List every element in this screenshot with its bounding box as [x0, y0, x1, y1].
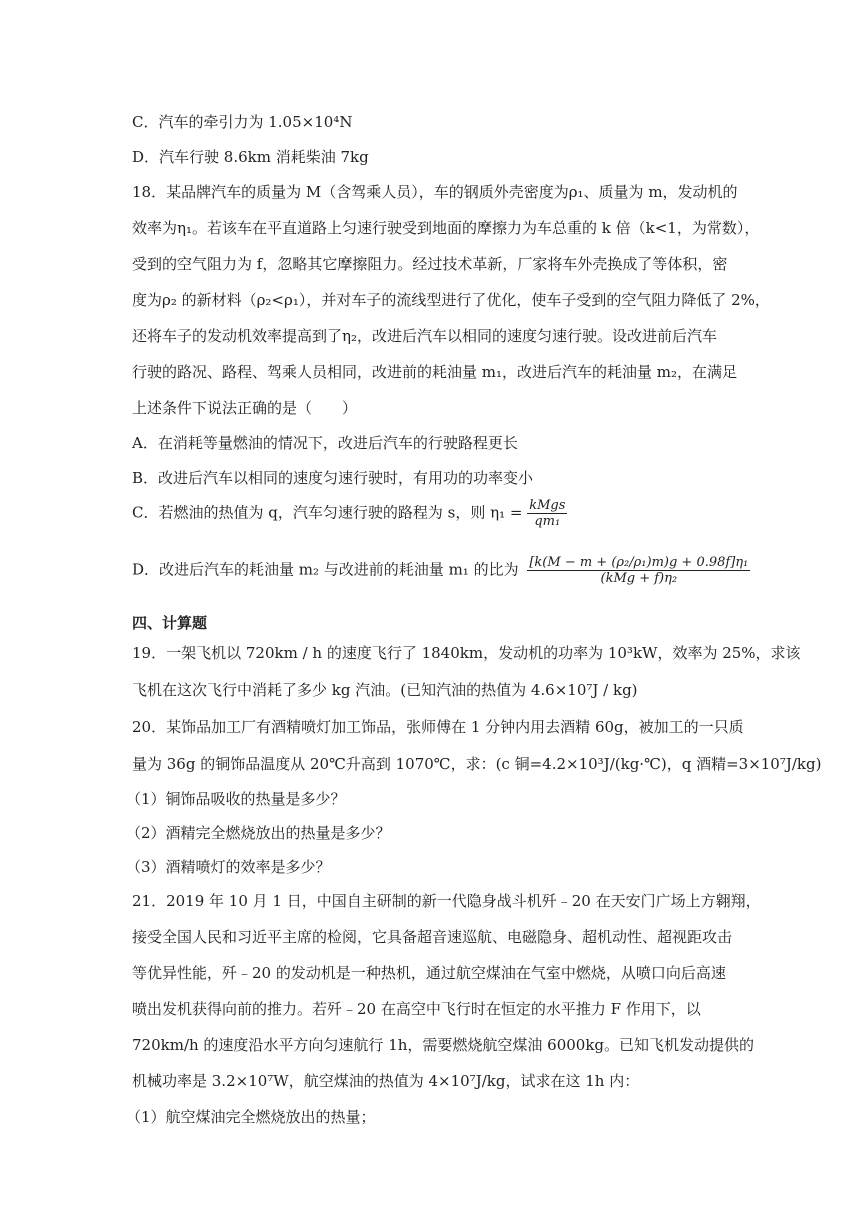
option-d-18-fraction: [527, 555, 750, 586]
fraction-denominator: (kMg + f)η₂: [527, 570, 750, 586]
question-21-line-4: 喷出发机获得向前的推力。若歼﹣20 在高空中飞行时在恒定的水平推力 F 作用下，以: [132, 1000, 701, 1018]
option-d-17: D．汽车行驶 8.6km 消耗柴油 7kg: [132, 148, 369, 166]
option-c-17: C．汽车的牵引力为 1.05×10⁴N: [132, 113, 353, 131]
question-18-line-3: 受到的空气阻力为 f，忽略其它摩擦阻力。经过技术革新，厂家将车外壳换成了等体积，密: [132, 255, 728, 273]
question-20-line-2: 量为 36g 的铜饰品温度从 20℃升高到 1070℃，求：(c 铜=4.2×10³J/(kg·℃)，q 酒精=3×10⁷J/kg): [132, 755, 822, 773]
question-20-sub-2: （2）酒精完全燃烧放出的热量是多少？: [126, 824, 391, 842]
fraction-numerator: [k(M − m + (ρ₂/ρ₁)m)g + 0.98f]η₁: [529, 555, 749, 570]
question-18-line-2: 效率为η₁。若该车在平直道路上匀速行驶受到地面的摩擦力为车总重的 k 倍（k<1，为常数），: [132, 219, 760, 237]
question-20-sub-1: （1）铜饰品吸收的热量是多少？: [126, 790, 346, 808]
section-heading: 四、计算题: [132, 614, 208, 632]
option-d-18: [132, 555, 750, 586]
question-18-line-4: 度为ρ₂ 的新材料（ρ₂<ρ₁），并对车子的流线型进行了优化，使车子受到的空气阻力降低了 2%，: [132, 291, 770, 309]
question-20-line-1: 20．某饰品加工厂有酒精喷灯加工饰品，张师傅在 1 分钟内用去酒精 60g，被加工的一只质: [132, 718, 744, 736]
option-c-18-fraction: [527, 498, 567, 529]
option-a-18: A．在消耗等量燃油的情况下，改进后汽车的行驶路程更长: [132, 434, 518, 452]
question-21-line-1: 21．2019 年 10 月 1 日，中国自主研制的新一代隐身战斗机歼﹣20 在天安门广场上方翱翔，: [132, 892, 761, 910]
option-c-18: [132, 498, 567, 529]
question-19-line-1: 19．一架飞机以 720km / h 的速度飞行了 1840km，发动机的功率为 10³kW，效率为 25%，求该: [132, 644, 801, 662]
option-c-18-text: C．若燃油的热值为 q，汽车匀速行驶的路程为 s，则 η₁ =: [132, 503, 523, 522]
fraction-denominator: qm₁: [527, 513, 567, 529]
question-18-line-7: 上述条件下说法正确的是（ ）: [132, 399, 358, 417]
question-21-line-5: 720km/h 的速度沿水平方向匀速航行 1h，需要燃烧航空煤油 6000kg。已知飞机发动提供的: [132, 1036, 755, 1054]
question-18-line-1: 18．某品牌汽车的质量为 M（含驾乘人员），车的钢质外壳密度为ρ₁、质量为 m，发动机的: [132, 183, 738, 201]
fraction-numerator: kMgs: [529, 498, 566, 513]
option-b-18: B．改进后汽车以相同的速度匀速行驶时，有用功的功率变小: [132, 469, 534, 487]
question-19-line-2: 飞机在这次飞行中消耗了多少 kg 汽油。(已知汽油的热值为 4.6×10⁷J / kg): [132, 681, 638, 699]
option-d-18-text: D．改进后汽车的耗油量 m₂ 与改进前的耗油量 m₁ 的比为: [132, 560, 519, 579]
question-18-line-5: 还将车子的发动机效率提高到了η₂，改进后汽车以相同的速度匀速行驶。设改进前后汽车: [132, 327, 718, 345]
question-21-line-2: 接受全国人民和习近平主席的检阅，它具备超音速巡航、电磁隐身、超机动性、超视距攻击: [132, 928, 733, 946]
question-18-line-6: 行驶的路况、路程、驾乘人员相同，改进前的耗油量 m₁，改进后汽车的耗油量 m₂，在满足: [132, 363, 738, 381]
question-21-line-3: 等优异性能，歼﹣20 的发动机是一种热机，通过航空煤油在气室中燃烧，从喷口向后高速: [132, 964, 726, 982]
question-20-sub-3: （3）酒精喷灯的效率是多少？: [126, 858, 331, 876]
question-21-line-6: 机械功率是 3.2×10⁷W，航空煤油的热值为 4×10⁷J/kg，试求在这 1h 内：: [132, 1072, 640, 1090]
question-21-sub-1: （1）航空煤油完全燃烧放出的热量；: [126, 1108, 376, 1126]
